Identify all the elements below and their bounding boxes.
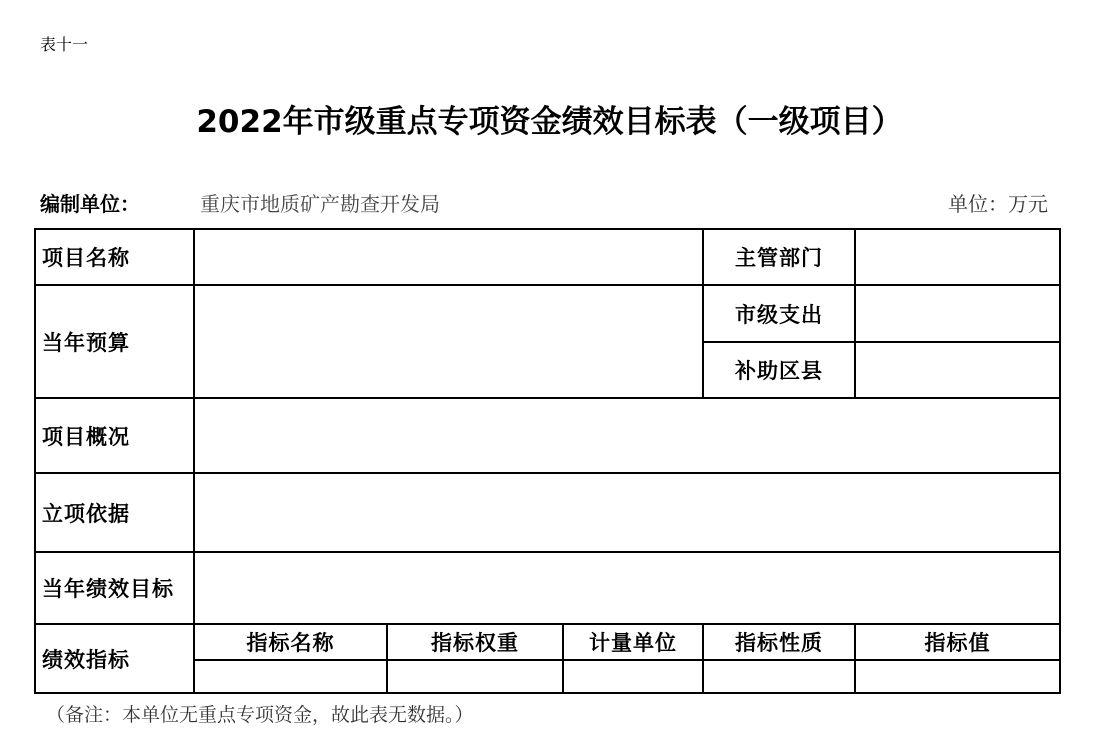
measure-unit-cell [564, 661, 702, 692]
annual-budget-value [195, 286, 702, 397]
department-value [856, 230, 1059, 284]
performance-indicator-label: 绩效指标 [42, 646, 130, 672]
project-name-value [195, 230, 702, 284]
indicator-weight-cell [388, 661, 562, 692]
annual-budget-label: 当年预算 [42, 329, 130, 355]
project-overview-label: 项目概况 [42, 423, 130, 449]
unit-value: 重庆市地质矿产勘查开发局 [200, 192, 440, 216]
table-number: 表十一 [40, 35, 89, 54]
city-expense-value [856, 286, 1059, 341]
project-overview-value [195, 399, 1059, 472]
city-expense-label: 市级支出 [735, 301, 823, 327]
money-unit-label: 单位：万元 [948, 192, 1048, 216]
project-basis-label: 立项依据 [42, 500, 130, 526]
footnote: （备注：本单位无重点专项资金，故此表无数据。） [46, 704, 474, 726]
indicator-value-cell [856, 661, 1059, 692]
district-subsidy-label: 补助区县 [735, 358, 823, 383]
annual-goal-value [195, 553, 1059, 623]
district-subsidy-value [856, 343, 1059, 397]
indicator-name-header: 指标名称 [246, 630, 335, 655]
page-title: 2022年市级重点专项资金绩效目标表（一级项目） [196, 104, 903, 140]
indicator-nature-cell [704, 661, 854, 692]
project-name-label: 项目名称 [42, 245, 130, 270]
indicator-value-header: 指标值 [924, 630, 991, 655]
table-border-bottom [34, 692, 1061, 694]
project-basis-value [195, 474, 1059, 551]
unit-label: 编制单位： [40, 192, 140, 216]
indicator-nature-header: 指标性质 [735, 630, 823, 655]
indicator-name-cell [195, 661, 386, 692]
measure-unit-header: 计量单位 [589, 630, 677, 655]
table-border-right [1059, 228, 1061, 694]
department-label: 主管部门 [735, 245, 823, 270]
annual-goal-label: 当年绩效目标 [42, 576, 174, 601]
indicator-weight-header: 指标权重 [431, 630, 519, 655]
